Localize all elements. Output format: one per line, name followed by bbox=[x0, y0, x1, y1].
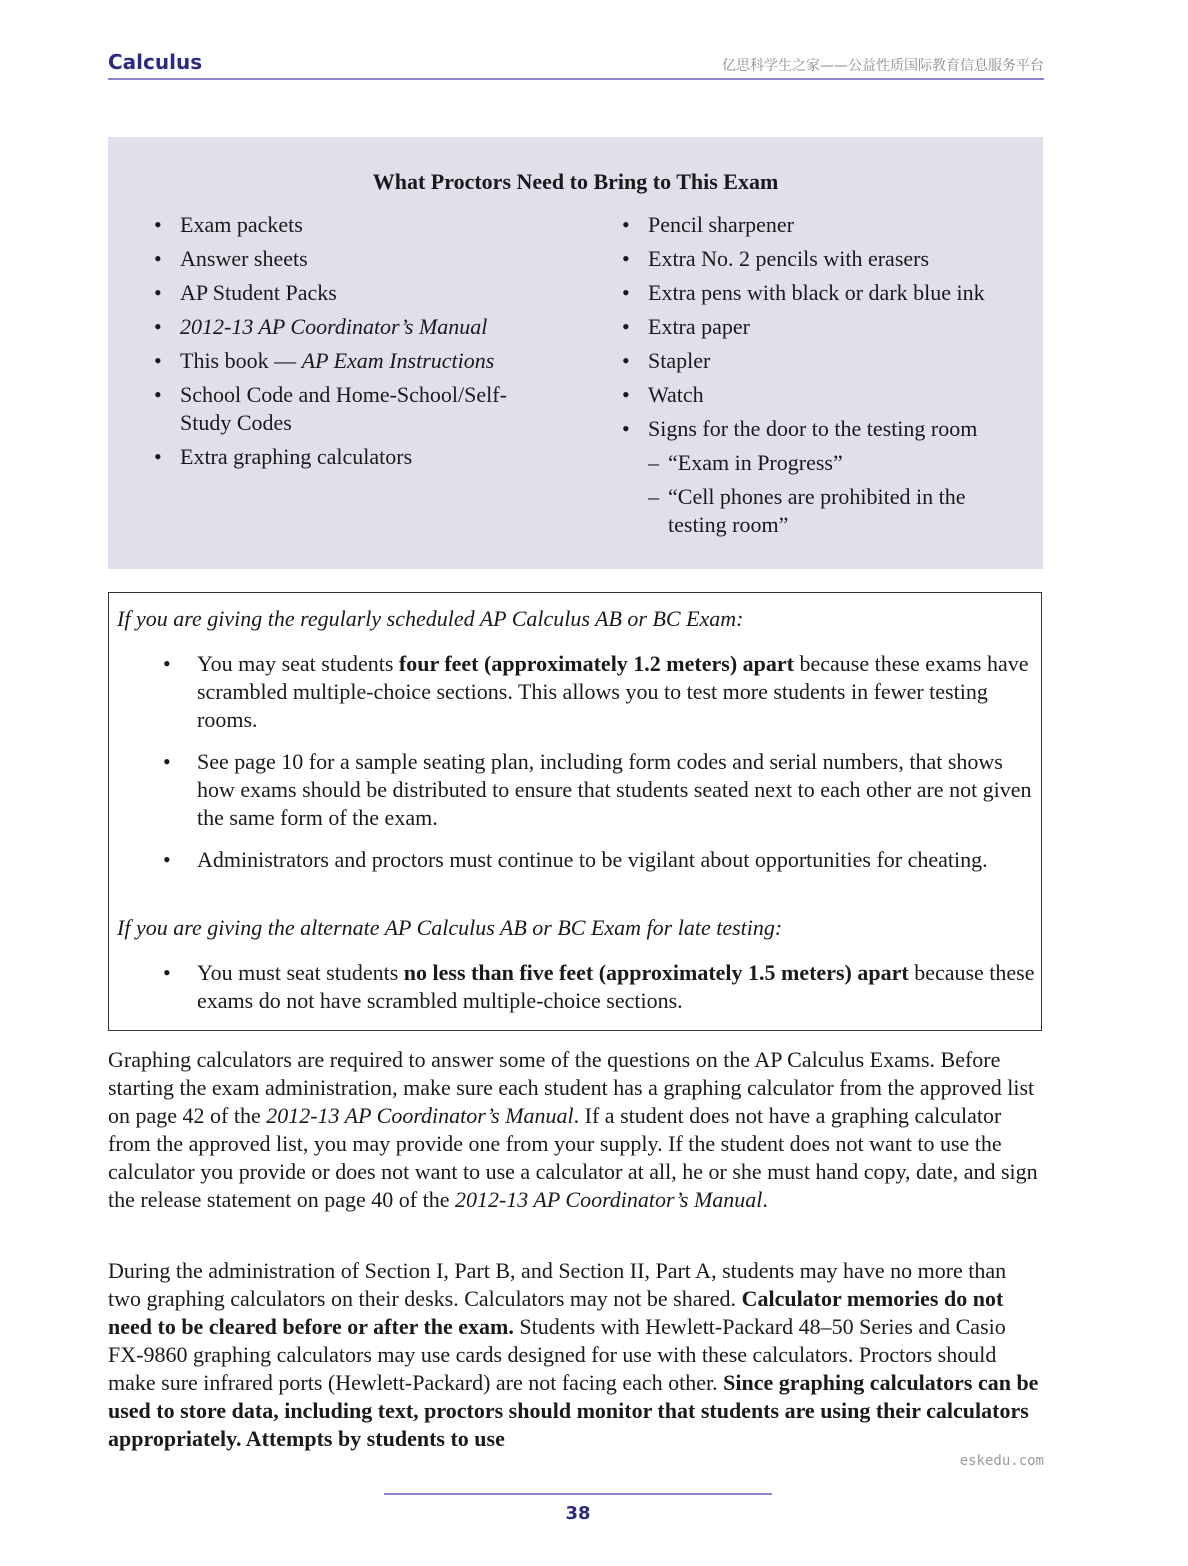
list-item: • Administrators and proctors must continue to be vigilant about opportunities for cheating. bbox=[163, 847, 988, 872]
footer-rule bbox=[384, 1493, 772, 1495]
proctor-checklist-box bbox=[108, 137, 1043, 569]
sublist-item: – “Cell phones are prohibited in the testing room” bbox=[648, 484, 966, 537]
site-name: 亿思科学生之家——公益性质国际教育信息服务平台 bbox=[722, 58, 1044, 74]
checklist-right-column bbox=[622, 211, 1026, 545]
calculator-paragraph: Graphing calculators are required to answer some of the questions on the AP Calculus Exams. Before starting the exam administration, make sure each student has a graphing calculator from the approved list on page 42 of the 2012-13 AP Coordinator’s Manual. If a student does not have a graphing calculator from the approved list, you may provide one from your supply. If the student does not want to use the calculator you provide or does not want to use a calculator at all, he or she must hand copy, date, and sign the release statement on page 40 of the 2012-13 AP Coordinator’s Manual. bbox=[108, 1047, 1038, 1212]
sign-sublist bbox=[648, 449, 1026, 539]
list-item: • Watch bbox=[622, 382, 704, 407]
list-item: • See page 10 for a sample seating plan, including form codes and serial numbers, that shows how exams should be distributed to ensure that students seated next to each other are not given the same form of the exam. bbox=[163, 749, 1032, 830]
list-item: • Exam packets bbox=[154, 212, 303, 237]
regular-exam-list bbox=[163, 650, 1037, 888]
regular-exam-heading: If you are giving the regularly scheduled AP Calculus AB or BC Exam: bbox=[117, 606, 744, 631]
seating-rules-box bbox=[108, 592, 1042, 1031]
calculator-usage-paragraph: During the administration of Section I, Part B, and Section II, Part A, students may have no more than two graphing calculators on their desks. Calculators may not be shared. Calculator memories do not need to be cleared before or after the exam. Students with Hewlett-Packard 48–50 Series and Casio FX-9860 graphing calculators may use cards designed for use with these calculators. Proctors should make sure infrared ports (Hewlett-Packard) are not facing each other. Since graphing calculators can be used to store data, including text, proctors should monitor that students are using their calculators appropriately. Attempts by students to use bbox=[108, 1258, 1039, 1451]
list-item: • AP Student Packs bbox=[154, 280, 337, 305]
checklist-title: What Proctors Need to Bring to This Exam bbox=[372, 169, 779, 194]
alternate-exam-heading: If you are giving the alternate AP Calculus AB or BC Exam for late testing: bbox=[117, 915, 783, 940]
list-item: • You may seat students four feet (approximately 1.2 meters) apart because these exams have scrambled multiple-choice sections. This allows you to test more students in fewer testing rooms. bbox=[163, 651, 1029, 732]
list-item: • Extra graphing calculators bbox=[154, 444, 413, 469]
list-item: • This book — AP Exam Instructions bbox=[154, 348, 495, 373]
checklist-left-column bbox=[154, 211, 558, 477]
list-item: • Answer sheets bbox=[154, 246, 308, 271]
list-item: • Extra No. 2 pencils with erasers bbox=[622, 246, 930, 271]
list-item: • 2012-13 AP Coordinator’s Manual bbox=[154, 314, 488, 339]
sublist-item: – “Exam in Progress” bbox=[648, 450, 843, 475]
list-item: • Stapler bbox=[622, 348, 711, 373]
list-item: • Pencil sharpener bbox=[622, 212, 794, 237]
alternate-exam-list bbox=[163, 959, 1037, 1029]
list-item: • Extra pens with black or dark blue ink bbox=[622, 280, 985, 305]
section-title: Calculus bbox=[108, 50, 203, 74]
list-item: • School Code and Home-School/Self-Study Codes bbox=[154, 382, 507, 435]
list-item: • You must seat students no less than five feet (approximately 1.5 meters) apart because these exams do not have scrambled multiple-choice sections. bbox=[163, 960, 1035, 1013]
page-header bbox=[108, 48, 1044, 80]
list-item: • Signs for the door to the testing room – “Exam in Progress” – “Cell phones are prohibited in the testing room” bbox=[626, 415, 1026, 539]
watermark: eskedu.com bbox=[959, 1453, 1044, 1469]
page-number: 38 bbox=[565, 1503, 591, 1524]
list-item: • Extra paper bbox=[622, 314, 750, 339]
